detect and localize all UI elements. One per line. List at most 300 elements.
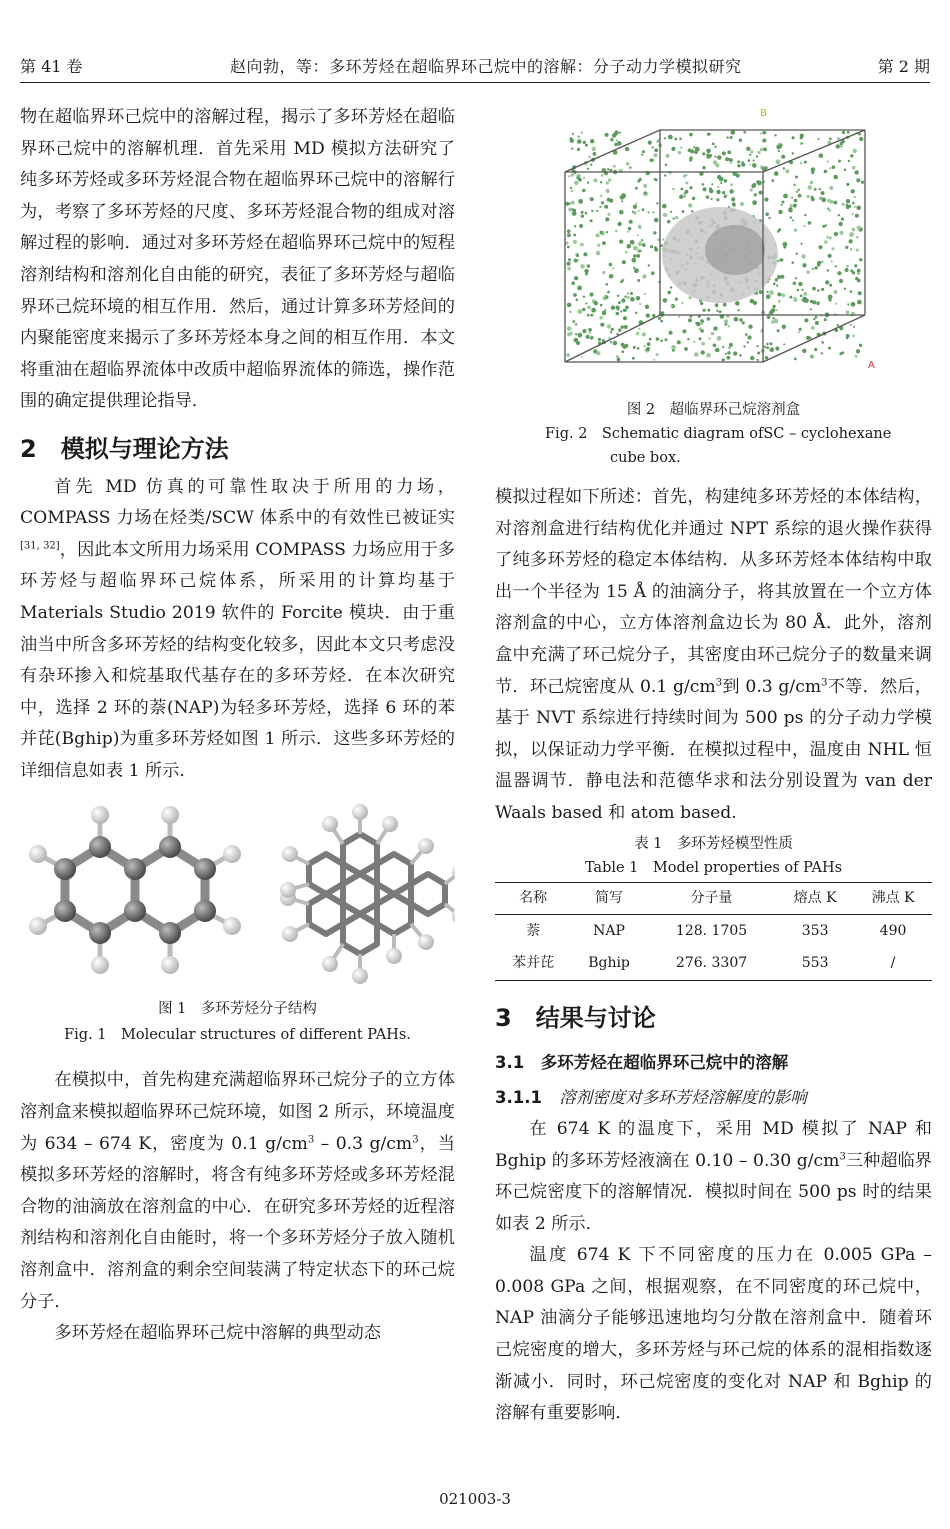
solvent-dot	[615, 230, 618, 233]
solvent-dot	[702, 152, 705, 155]
solvent-dot	[777, 275, 781, 279]
solvent-dot	[706, 149, 711, 154]
solvent-dot	[671, 345, 676, 350]
solvent-dot	[599, 206, 601, 208]
axis-label-b: B	[760, 108, 767, 119]
solvent-dot	[801, 143, 803, 145]
solvent-dot	[629, 167, 631, 169]
solvent-dot	[847, 131, 850, 134]
solvent-dot	[583, 141, 586, 144]
solvent-dot	[651, 271, 655, 275]
solvent-dot	[644, 293, 646, 295]
solvent-dot	[781, 204, 783, 206]
citation-ref: [31, 32]	[20, 539, 60, 551]
method-paragraph	[20, 472, 455, 788]
solvent-dot	[590, 219, 593, 222]
solvent-dot	[674, 138, 677, 141]
solvent-dot	[815, 316, 818, 319]
solvent-dot	[567, 233, 571, 237]
solvent-dot	[766, 346, 769, 349]
solvent-dot	[572, 133, 574, 135]
solvent-dot	[804, 214, 806, 216]
solvent-dot	[582, 308, 585, 311]
solvent-dot	[694, 352, 699, 357]
solvent-dot	[653, 231, 656, 234]
solvent-dot	[853, 326, 855, 328]
solvent-dot	[776, 309, 778, 311]
solvent-dot	[590, 197, 594, 201]
solvent-dot	[846, 204, 849, 207]
solvent-dot	[592, 147, 596, 151]
solvent-dot	[621, 350, 624, 353]
solvent-dot	[819, 153, 824, 158]
solvent-dot	[834, 232, 838, 236]
solvent-dot	[815, 321, 819, 325]
solvent-dot	[839, 231, 843, 235]
solvent-dot	[848, 160, 850, 162]
solvent-dot	[581, 211, 584, 214]
solvent-dot	[854, 206, 856, 208]
solvent-dot	[588, 156, 591, 159]
solvent-dot	[642, 208, 645, 211]
solvent-dot	[752, 163, 757, 168]
solvent-dot	[753, 159, 755, 161]
solvent-dot	[817, 289, 820, 292]
solvent-dot	[854, 264, 857, 267]
solvent-dot	[685, 190, 689, 194]
solvent-dot	[828, 254, 832, 258]
solvent-dot	[656, 202, 658, 204]
solvent-dot	[701, 342, 705, 346]
solvent-dot	[645, 305, 649, 309]
solvent-dot	[832, 165, 836, 169]
solvent-box-illustration	[495, 100, 932, 400]
solvent-dot	[642, 274, 646, 278]
solvent-dot	[762, 131, 765, 134]
solvent-dot	[760, 148, 763, 151]
solvent-dot	[811, 196, 814, 199]
section-2-heading: 2 模拟与理论方法	[20, 434, 229, 463]
solvent-dot	[625, 147, 629, 151]
solvent-dot	[803, 292, 807, 296]
solvent-dot	[625, 251, 628, 254]
solvent-dot	[575, 333, 577, 335]
solvent-dot	[642, 150, 645, 153]
solvent-dot	[647, 342, 651, 346]
solvent-dot	[605, 217, 609, 221]
solvent-dot	[739, 139, 742, 142]
solvent-dot	[600, 304, 603, 307]
solvent-dot	[706, 153, 709, 156]
solvent-dot	[714, 146, 716, 148]
solvent-dot	[626, 162, 630, 166]
solvent-dot	[569, 311, 572, 314]
sim-text-a: 在模拟中，首先构建充满超临界环己烷分子的立方体溶剂盒来模拟超临界环己烷环境，如图 2 所示，环境温度为 634 – 674 K，密度为 0.1 g/cm	[20, 1070, 455, 1154]
solvent-dot	[621, 200, 623, 202]
solvent-dot	[637, 347, 640, 350]
solvent-dot	[589, 336, 592, 339]
solvent-dot	[852, 271, 855, 274]
solvent-dot	[856, 178, 860, 182]
solvent-dot	[654, 153, 658, 157]
figure-1-caption-en: Fig. 1 Molecular structures of different PAHs.	[64, 1027, 411, 1044]
solvent-dot	[578, 333, 583, 338]
solvent-dot	[795, 277, 797, 279]
solvent-dot	[585, 302, 587, 304]
table-1-title-en: Table 1 Model properties of PAHs	[584, 859, 843, 876]
solvent-dot	[808, 185, 813, 190]
solvent-dot	[628, 227, 631, 230]
solvent-dot	[855, 214, 859, 218]
solvent-dot	[571, 190, 574, 193]
solvent-dot	[656, 353, 659, 356]
solvent-dot	[643, 345, 645, 347]
solvent-dot	[579, 224, 583, 228]
solvent-dot	[715, 163, 719, 167]
solvent-dot	[571, 148, 573, 150]
solvent-dot	[859, 137, 863, 141]
solvent-dot	[618, 328, 621, 331]
sup-cube-5: 3	[839, 1150, 846, 1162]
solvent-dot	[627, 296, 630, 299]
table-header-cell: 分子量	[690, 889, 733, 906]
solvent-dot	[731, 130, 736, 135]
solvent-dot	[855, 170, 859, 174]
sup-cube-2: 3	[412, 1133, 419, 1145]
solvent-dot	[754, 193, 757, 196]
solvent-dot	[831, 261, 833, 263]
solvent-dot	[634, 268, 639, 273]
solvent-dot	[821, 191, 825, 195]
solvent-dot	[691, 210, 693, 212]
solvent-dot	[679, 195, 683, 199]
solvent-dot	[781, 201, 784, 204]
solvent-dot	[649, 338, 652, 341]
solvent-dot	[741, 161, 744, 164]
coronene-like-molecule	[280, 804, 455, 984]
solvent-dot	[851, 189, 855, 193]
solvent-dot	[798, 331, 800, 333]
solvent-dot	[750, 150, 753, 153]
solvent-dot	[664, 174, 666, 176]
solvent-dot	[760, 133, 762, 135]
solvent-dot	[794, 229, 797, 232]
solvent-dot	[606, 189, 610, 193]
solvent-dot	[778, 210, 782, 214]
solvent-dot	[650, 158, 654, 162]
solvent-dot	[767, 291, 769, 293]
solvent-dot	[589, 332, 591, 334]
solvent-dot	[673, 218, 675, 220]
solvent-dot	[844, 288, 846, 290]
solvent-dot	[778, 229, 781, 232]
solvent-dot	[588, 328, 592, 332]
solvent-dot	[675, 216, 678, 219]
solvent-dot	[582, 189, 585, 192]
solvent-dot	[609, 199, 613, 203]
solvent-dot	[692, 197, 695, 200]
solvent-dot	[798, 189, 800, 191]
solvent-dot	[687, 338, 689, 340]
solvent-dot	[591, 210, 593, 212]
solvent-dot	[643, 184, 647, 188]
section-3-1-1-title: 溶剂密度对多环芳烃溶解度的影响	[559, 1088, 807, 1108]
solvent-dot	[849, 232, 854, 237]
solvent-dot	[680, 147, 682, 149]
solvent-dot	[662, 238, 664, 240]
running-header	[20, 52, 930, 83]
solvent-dot	[666, 154, 670, 158]
proc-text-a: 模拟过程如下所述：首先，构建纯多环芳烃的本体结构，对溶剂盒进行结构优化并通过 NPT 系综的退火操作获得了纯多环芳烃的稳定本体结构．从多环芳烃本体结构中取出一个半径为 15 Å 的油滴分子，将其放置在一个立方体溶剂盒的中心，立方体溶剂盒边长为 80 Å．此外，溶剂盒中充满了环己烷分子，其密度由环己烷分子的数量来调节．环己烷密度从 0.1 g/cm	[495, 487, 932, 697]
solvent-dot	[663, 298, 668, 303]
solvent-dot	[717, 155, 722, 160]
solvent-dot	[807, 195, 810, 198]
solvent-dot	[835, 303, 837, 305]
solvent-dot	[827, 160, 829, 162]
solvent-dot	[739, 318, 743, 322]
solvent-dot	[742, 321, 745, 324]
solvent-dot	[576, 341, 580, 345]
solvent-dot	[788, 207, 793, 212]
solvent-dot	[749, 154, 751, 156]
solvent-dot	[852, 202, 855, 205]
solvent-dot	[568, 203, 570, 205]
solvent-dot	[777, 329, 780, 332]
solvent-dot	[703, 309, 706, 312]
dynamic-paragraph-start: 多环芳烃在超临界环己烷中溶解的典型动态	[54, 1323, 381, 1344]
solvent-dot	[833, 290, 837, 294]
solvent-dot	[670, 286, 672, 288]
solvent-dot	[671, 305, 673, 307]
table-1-title-cn: 表 1 多环芳烃模型性质	[634, 835, 793, 852]
solvent-dot	[577, 309, 582, 314]
solvent-dot	[633, 211, 637, 215]
solvent-dot	[689, 159, 692, 162]
solvent-dot	[748, 325, 752, 329]
solvent-dot	[790, 204, 793, 207]
solvent-dot	[646, 347, 650, 351]
solvent-dot	[730, 183, 733, 186]
section-3-1-1-heading	[495, 1082, 932, 1114]
solvent-dot	[577, 286, 582, 291]
solvent-dot	[644, 191, 647, 194]
solvent-dot	[581, 214, 584, 217]
solvent-dot	[717, 186, 719, 188]
figure-2	[495, 100, 932, 400]
solvent-dot	[829, 167, 831, 169]
solvent-dot	[750, 356, 754, 360]
solvent-dot	[622, 260, 626, 264]
solvent-dot	[769, 310, 773, 314]
solvent-dot	[731, 197, 735, 201]
solvent-dot	[638, 328, 640, 330]
solvent-dot	[855, 355, 858, 358]
solvent-dot	[861, 181, 864, 184]
solvent-dot	[714, 156, 716, 158]
solvent-dot	[810, 355, 812, 357]
solvent-dot	[792, 219, 794, 221]
solvent-dot	[840, 145, 842, 147]
solvent-dot	[609, 274, 614, 279]
solvent-dot	[812, 300, 816, 304]
solvent-dot	[652, 211, 655, 214]
solvent-dot	[748, 159, 751, 162]
solvent-dot	[841, 218, 844, 221]
solvent-dot	[712, 143, 715, 146]
solvent-dot	[716, 310, 718, 312]
solvent-dot	[846, 199, 850, 203]
solvent-dot	[585, 144, 588, 147]
solvent-dot	[783, 194, 788, 199]
solvent-dot	[636, 254, 640, 258]
solvent-dot	[622, 345, 626, 349]
solvent-dot	[607, 291, 610, 294]
solvent-dot	[837, 324, 839, 326]
solvent-dot	[641, 239, 643, 241]
page-number: 021003-3	[439, 1490, 511, 1508]
solvent-dot	[639, 250, 642, 253]
solvent-dot	[743, 131, 746, 134]
solvent-dot	[757, 352, 760, 355]
solvent-dot	[818, 245, 822, 249]
solvent-dot	[803, 297, 807, 301]
solvent-dot	[747, 341, 749, 343]
solvent-dot	[776, 285, 778, 287]
solvent-dot	[624, 295, 626, 297]
solvent-dot	[722, 346, 724, 348]
solvent-dot	[846, 183, 849, 186]
solvent-dot	[709, 189, 713, 193]
solvent-dot	[811, 326, 815, 330]
solvent-dot	[852, 334, 855, 337]
solvent-dot	[596, 233, 600, 237]
solvent-dot	[633, 346, 636, 349]
solvent-dot	[838, 160, 841, 163]
table-cell: 490	[879, 922, 907, 939]
solvent-dot	[737, 309, 739, 311]
solvent-dot	[637, 234, 639, 236]
solvent-dot	[689, 133, 693, 137]
solvent-dot	[566, 262, 570, 266]
solvent-dot	[600, 231, 603, 234]
solvent-dot	[602, 271, 605, 274]
solvent-dot	[816, 301, 820, 305]
solvent-dot	[600, 323, 604, 327]
solvent-dot	[576, 299, 579, 302]
solvent-dot	[656, 337, 660, 341]
solvent-dot	[790, 216, 792, 218]
right-column	[495, 100, 932, 1430]
solvent-dot	[607, 324, 611, 328]
solvent-dot	[624, 325, 628, 329]
solvent-dot	[837, 137, 840, 140]
solvent-dot	[581, 131, 583, 133]
table-cell: Bghip	[588, 955, 630, 972]
solvent-dot	[814, 188, 817, 191]
solvent-dot	[722, 191, 725, 194]
solvent-dot	[713, 326, 717, 330]
solvent-dot	[778, 300, 781, 303]
solvent-dot	[752, 183, 756, 187]
solvent-dot	[581, 356, 583, 358]
solvent-dot	[602, 241, 606, 245]
table-cell: 276. 3307	[675, 955, 748, 972]
solvent-dot	[826, 236, 829, 239]
solvent-dot	[717, 336, 722, 341]
solvent-dot	[859, 344, 862, 347]
figure-1	[20, 799, 455, 1019]
solvent-dot	[831, 247, 834, 250]
solvent-dot	[824, 170, 828, 174]
solvent-dot	[726, 136, 728, 138]
table-cell: /	[890, 955, 896, 972]
solvent-dot	[812, 268, 814, 270]
solvent-dot	[856, 236, 858, 238]
pah-molecules-illustration	[20, 799, 455, 1019]
header-volume: 第 41 卷	[20, 57, 83, 76]
solvent-dot	[693, 146, 695, 148]
solvent-dot	[572, 211, 577, 216]
solvent-dot	[762, 139, 766, 143]
solvent-dot	[728, 346, 731, 349]
solvent-dot	[635, 187, 638, 190]
solvent-dot	[684, 196, 686, 198]
solvent-dot	[607, 168, 609, 170]
solvent-dot	[736, 174, 740, 178]
solvent-dot	[669, 331, 673, 335]
solvent-dot	[587, 314, 590, 317]
solvent-dot	[627, 292, 630, 295]
solvent-dot	[641, 154, 643, 156]
solvent-dot	[846, 310, 850, 314]
solvent-dot	[835, 265, 837, 267]
solvent-dot	[665, 338, 668, 341]
table-cell: 苯并芘	[512, 955, 555, 972]
solvent-dot	[578, 136, 580, 138]
solvent-dot	[821, 352, 823, 354]
solvent-dot	[776, 159, 781, 164]
solvent-dot	[594, 178, 598, 182]
solvent-dot	[613, 341, 618, 346]
solvent-dot	[711, 332, 714, 335]
solvent-dot	[682, 329, 686, 333]
solvent-dot	[706, 195, 709, 198]
solvent-dot	[606, 283, 609, 286]
solvent-dot	[767, 316, 770, 319]
solvent-dot	[850, 324, 852, 326]
solvent-dot	[570, 139, 574, 143]
solvent-dot	[699, 337, 702, 340]
solvent-dot	[779, 144, 783, 148]
solvent-dot	[622, 195, 626, 199]
solvent-dot	[617, 308, 619, 310]
solvent-dot	[719, 310, 722, 313]
solvent-dot	[853, 149, 857, 153]
solvent-dot	[725, 323, 728, 326]
solvent-dot	[699, 327, 702, 330]
solvent-dot	[850, 248, 852, 250]
solvent-dot	[598, 338, 601, 341]
solvent-dot	[756, 345, 758, 347]
solvent-dot	[829, 209, 832, 212]
solvent-dot	[679, 138, 682, 141]
solvent-dot	[633, 254, 636, 257]
solvent-dot	[623, 316, 627, 320]
solvent-dot	[775, 278, 778, 281]
solvent-dot	[758, 151, 761, 154]
solvent-dot	[806, 270, 810, 274]
solvent-dot	[808, 221, 812, 225]
